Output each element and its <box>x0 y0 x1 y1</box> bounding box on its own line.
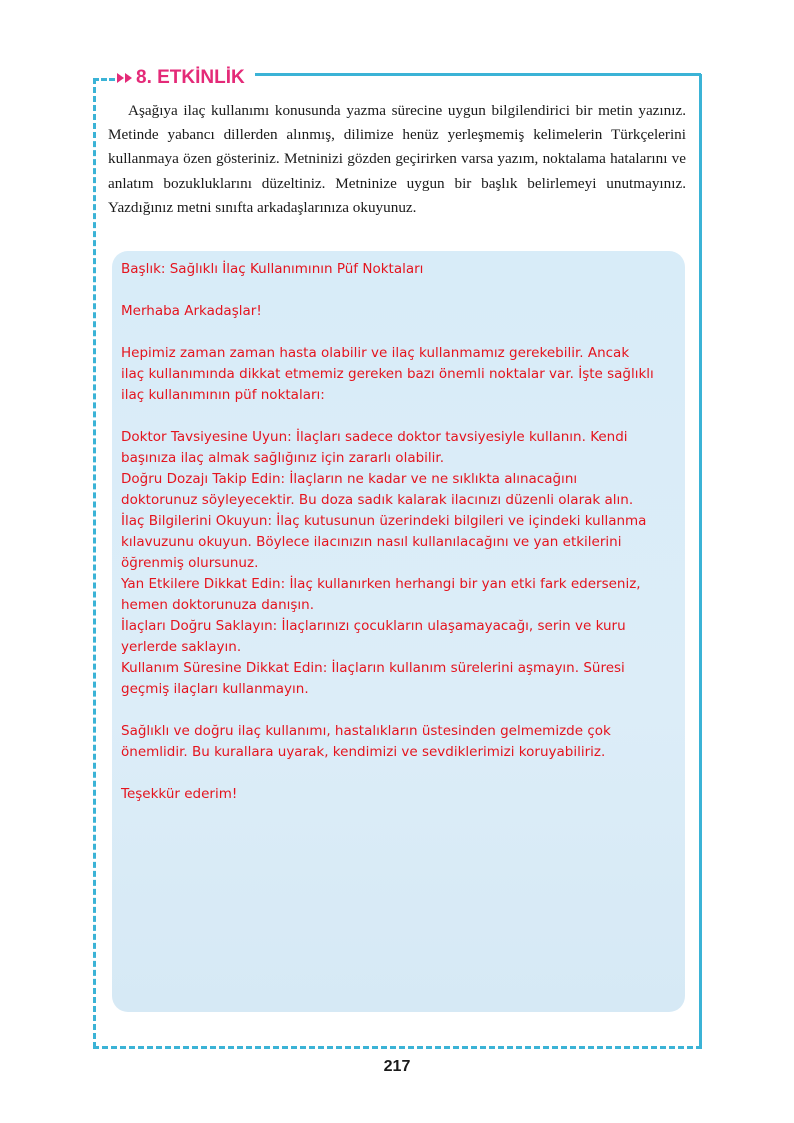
answer-conclusion: Sağlıklı ve doğru ilaç kullanımı, hastalıkların üstesinden gelmemizde çok önemlidir. Bu kurallara uyarak, kendimizi ve sevdiklerimizi koruyabiliriz. <box>121 723 611 760</box>
tip-item: İlaçları Doğru Saklayın: İlaçlarınızı çocukların ulaşamayacağı, serin ve kuru yerlerde saklayın. <box>121 618 626 655</box>
tip-item: Doğru Dozajı Takip Edin: İlaçların ne kadar ve ne sıklıkta alınacağını doktorunuz söyleyecektir. Bu doza sadık kalarak ilacınızı düzenli olarak alın. <box>121 471 634 508</box>
frame-border-top-left <box>93 78 115 81</box>
double-arrow-icon <box>117 73 132 83</box>
tip-item: İlaç Bilgilerini Okuyun: İlaç kutusunun üzerindeki bilgileri ve içindeki kullanma kılavuzunu okuyun. Böylece ilacınızın nasıl kullanılacağını ve yan etkilerini öğrenmiş olursunuz. <box>121 513 647 571</box>
answer-intro: Hepimiz zaman zaman hasta olabilir ve ilaç kullanmamız gerekebilir. Ancak ilaç kullanımında dikkat etmemiz gereken bazı önemli noktalar var. İşte sağlıklı ilaç kullanımının püf noktaları: <box>121 345 654 403</box>
tip-item: Yan Etkilere Dikkat Edin: İlaç kullanırken herhangi bir yan etki fark ederseniz, hemen doktorunuza danışın. <box>121 576 641 613</box>
page-number: 217 <box>383 1058 411 1075</box>
answer-text <box>121 259 656 805</box>
answer-closing: Teşekkür ederim! <box>121 786 238 802</box>
activity-title: 8. ETKİNLİK <box>136 67 245 88</box>
tip-item: Doktor Tavsiyesine Uyun: İlaçları sadece doktor tavsiyesiyle kullanın. Kendi başınıza ilaç almak sağlığınız için zararlı olabilir. <box>121 429 628 466</box>
answer-greeting: Merhaba Arkadaşlar! <box>121 303 262 319</box>
answer-title: Başlık: Sağlıklı İlaç Kullanımının Püf Noktaları <box>121 261 424 277</box>
frame-border-bottom <box>93 1046 702 1049</box>
frame-border-right <box>699 74 702 1047</box>
activity-instructions: Aşağıya ilaç kullanımı konusunda yazma sürecine uygun bilgilendirici bir metin yazınız. Metinde yabancı dillerden alınmış, dilimize henüz yerleşmemiş kelimelerin Türkçelerini kullanmaya özen gösteriniz. Metninizi gözden geçirirken varsa yazım, noktalama hatalarını ve anlatım bozukluklarını düzeltiniz. Metninize uygun bir başlık belirlemeyi unutmayınız. Yazdığınız metni sınıfta arkadaşlarınıza okuyunuz. <box>108 102 686 216</box>
frame-border-top <box>255 73 701 76</box>
tip-item: Kullanım Süresine Dikkat Edin: İlaçların kullanım sürelerini aşmayın. Süresi geçmiş ilaçları kullanmayın. <box>121 660 625 697</box>
frame-border-left <box>93 78 96 1048</box>
activity-heading <box>117 66 245 90</box>
